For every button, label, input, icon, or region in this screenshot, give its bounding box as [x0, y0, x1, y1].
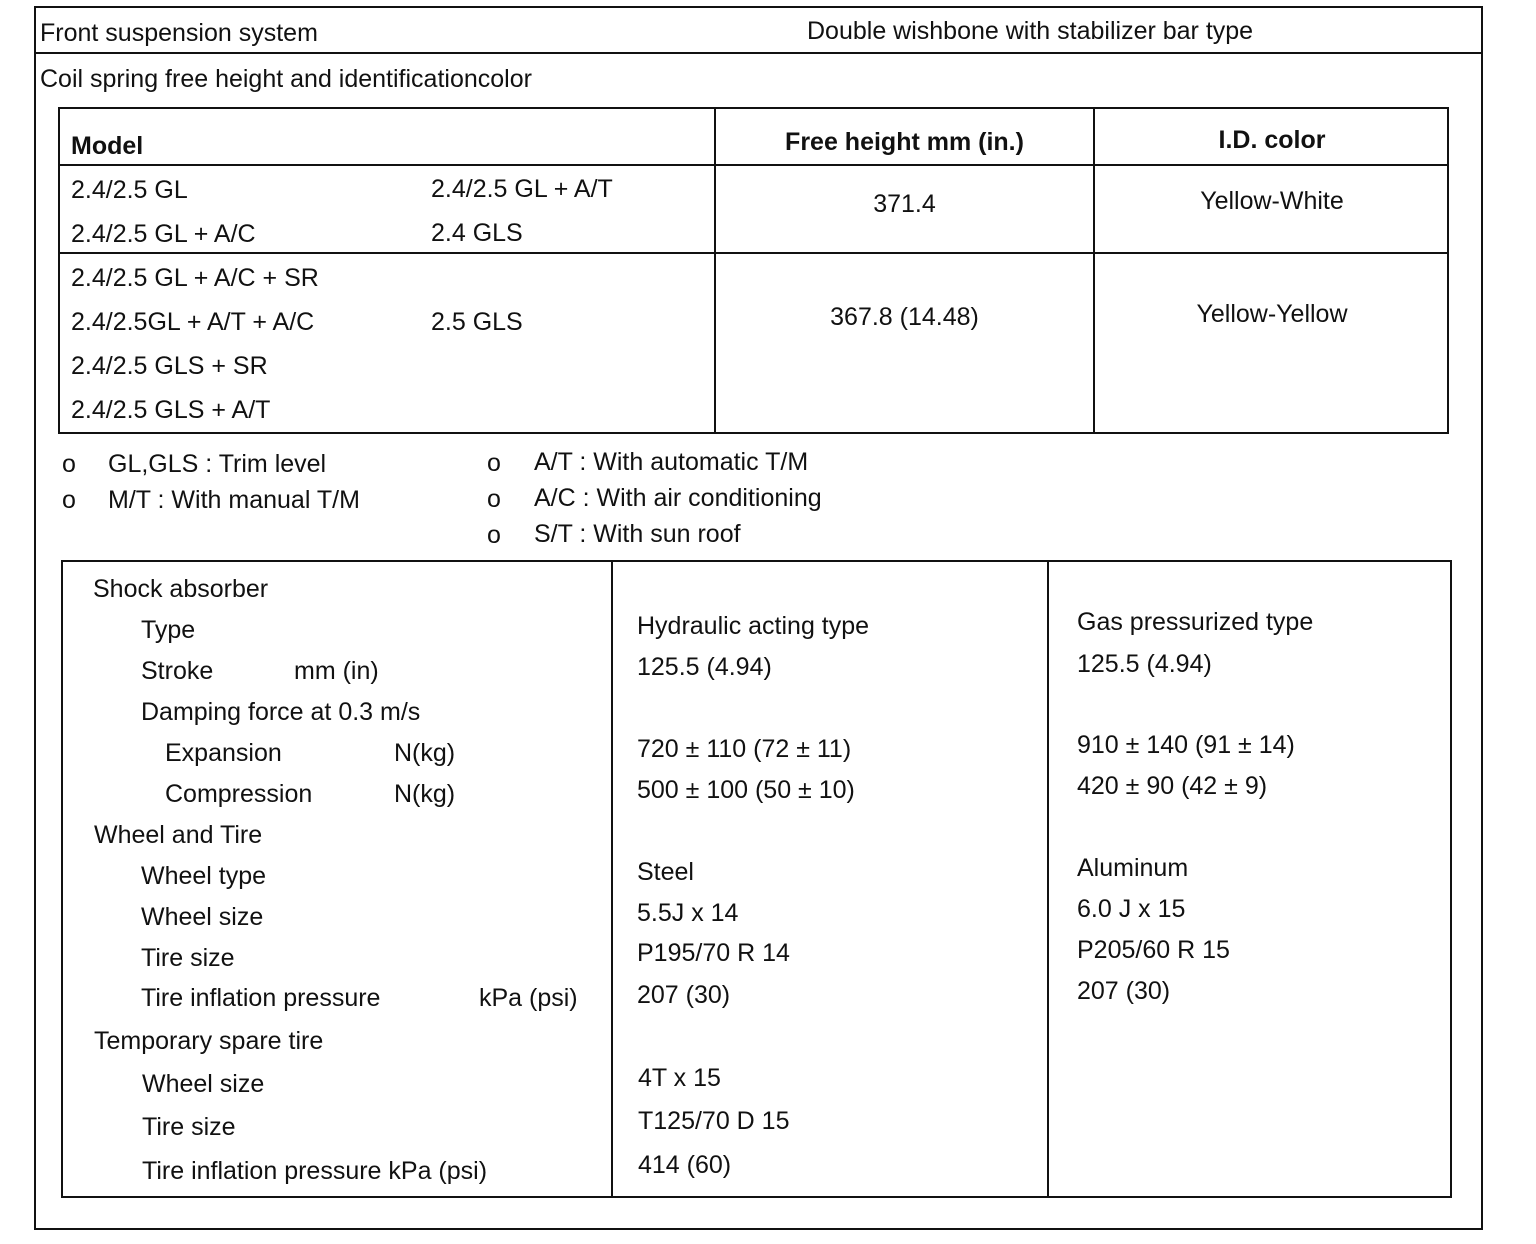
spare-wheel-size-label: Wheel size [142, 1070, 265, 1098]
compression-label: Compression [165, 780, 313, 808]
tire-size-value-2: P205/60 R 15 [1077, 936, 1230, 964]
column-header-id-color: I.D. color [1218, 126, 1326, 154]
free-height-cell: 371.4 [873, 190, 936, 218]
coil-spring-title: Coil spring free height and identificationcolor [40, 65, 532, 93]
model-cell: 2.4/2.5 GL + A/C + SR [71, 264, 319, 292]
free-height-cell: 367.8 (14.48) [830, 303, 979, 331]
model-cell: 2.4/2.5 GL + A/T [431, 175, 613, 203]
stroke-value-2: 125.5 (4.94) [1077, 650, 1212, 678]
wheel-type-value-2: Aluminum [1077, 854, 1189, 882]
compression-value-1: 500 ± 100 (50 ± 10) [637, 776, 855, 804]
stroke-label: Stroke [141, 657, 214, 685]
tire-pressure-value-2: 207 (30) [1077, 977, 1171, 1005]
note-bullet: o [487, 449, 501, 477]
model-cell: 2.5 GLS [431, 308, 523, 336]
tire-size-value-1: P195/70 R 14 [637, 939, 790, 967]
column-header-model: Model [71, 132, 144, 160]
column-header-free-height: Free height mm (in.) [785, 128, 1024, 156]
spare-tire-size-label: Tire size [142, 1113, 236, 1141]
compression-value-2: 420 ± 90 (42 ± 9) [1077, 772, 1268, 800]
system-label: Front suspension system [40, 19, 318, 47]
model-cell: 2.4/2.5GL + A/T + A/C [71, 308, 315, 336]
table-row-divider [58, 252, 1449, 254]
wheel-type-label: Wheel type [141, 862, 267, 890]
shock-absorber-label: Shock absorber [93, 575, 269, 603]
stroke-unit: mm (in) [294, 657, 379, 685]
model-cell: 2.4 GLS [431, 219, 523, 247]
expansion-label: Expansion [165, 739, 282, 767]
spare-tire-size-value: T125/70 D 15 [638, 1107, 790, 1135]
note-bullet: o [62, 486, 76, 514]
type-value-1: Hydraulic acting type [637, 612, 870, 640]
model-cell: 2.4/2.5 GLS + SR [71, 352, 268, 380]
wheel-type-value-1: Steel [637, 858, 694, 886]
spare-tire-label: Temporary spare tire [94, 1027, 324, 1055]
tire-size-label: Tire size [141, 944, 235, 972]
header-divider [34, 52, 1483, 54]
note-bullet: o [62, 450, 76, 478]
specs-col-divider-2 [1047, 560, 1049, 1198]
wheel-tire-label: Wheel and Tire [94, 821, 263, 849]
type-label: Type [141, 616, 196, 644]
note-text: A/C : With air conditioning [534, 484, 822, 512]
note-text: S/T : With sun roof [534, 520, 741, 548]
wheel-size-value-2: 6.0 J x 15 [1077, 895, 1186, 923]
table-header-divider [58, 164, 1449, 166]
tire-pressure-value-1: 207 (30) [637, 981, 731, 1009]
id-color-cell: Yellow-Yellow [1196, 300, 1348, 328]
note-bullet: o [487, 521, 501, 549]
note-text: M/T : With manual T/M [108, 486, 360, 514]
specs-col-divider-1 [611, 560, 613, 1198]
type-value-2: Gas pressurized type [1077, 608, 1314, 636]
note-text: GL,GLS : Trim level [108, 450, 327, 478]
note-bullet: o [487, 485, 501, 513]
system-value: Double wishbone with stabilizer bar type [807, 17, 1254, 45]
model-cell: 2.4/2.5 GL + A/C [71, 220, 256, 248]
model-cell: 2.4/2.5 GLS + A/T [71, 396, 271, 424]
damping-label: Damping force at 0.3 m/s [141, 698, 421, 726]
compression-unit: N(kg) [394, 780, 456, 808]
wheel-size-label: Wheel size [141, 903, 264, 931]
expansion-unit: N(kg) [394, 739, 456, 767]
spare-pressure-value: 414 (60) [638, 1151, 732, 1179]
model-cell: 2.4/2.5 GL [71, 176, 188, 204]
wheel-size-value-1: 5.5J x 14 [637, 899, 739, 927]
id-color-cell: Yellow-White [1200, 187, 1344, 215]
note-text: A/T : With automatic T/M [534, 448, 809, 476]
tire-pressure-label: Tire inflation pressure [141, 984, 381, 1012]
table-col-divider-2 [1093, 107, 1095, 434]
expansion-value-2: 910 ± 140 (91 ± 14) [1077, 731, 1295, 759]
stroke-value-1: 125.5 (4.94) [637, 653, 772, 681]
expansion-value-1: 720 ± 110 (72 ± 11) [637, 735, 852, 763]
spare-wheel-size-value: 4T x 15 [638, 1064, 721, 1092]
tire-pressure-unit: kPa (psi) [479, 984, 578, 1012]
spare-pressure-label: Tire inflation pressure kPa (psi) [142, 1157, 488, 1185]
